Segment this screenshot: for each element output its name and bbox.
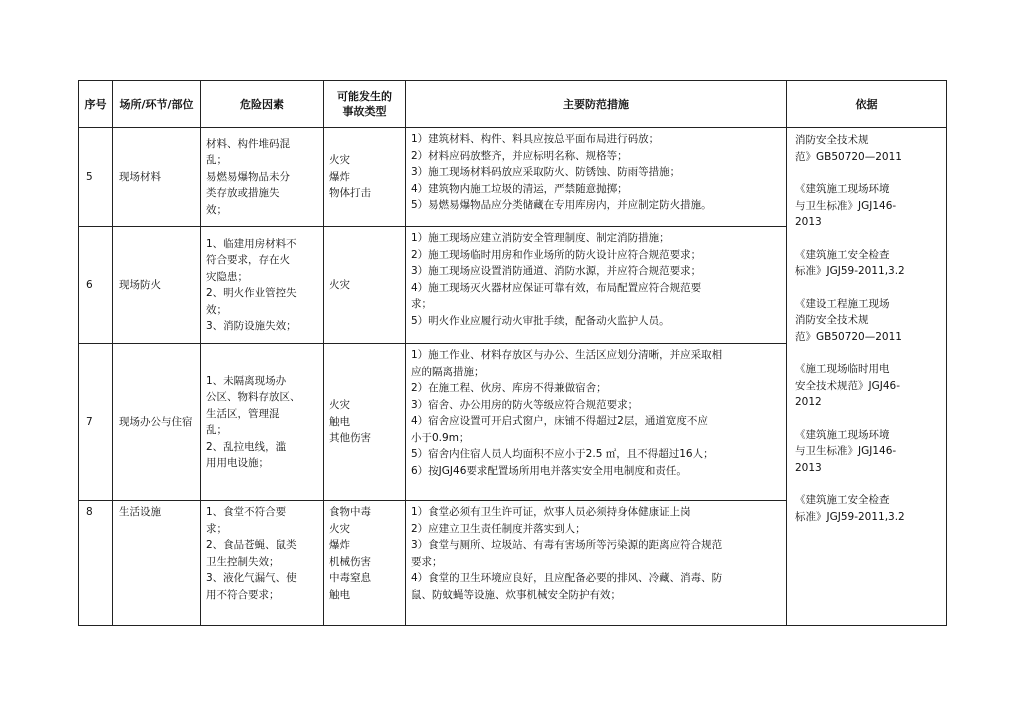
accident-type: 触电 [329, 415, 350, 428]
row-hazards [201, 501, 324, 626]
accident-type: 爆炸 [329, 170, 350, 183]
row-number: 6 [79, 227, 113, 344]
row-hazards [201, 128, 324, 227]
hazard-line: 3、液化气漏气、使 [206, 572, 297, 584]
row-accidents [324, 344, 406, 501]
measure-line: 1）建筑材料、构件、料具应按总平面布局进行码放； [411, 133, 660, 145]
row-measures [406, 128, 787, 227]
row-accidents [324, 501, 406, 626]
basis-line: 2013 [795, 461, 822, 474]
hazard-line: 乱； [206, 154, 227, 167]
measure-line: 小于0.9m； [411, 431, 470, 444]
hazard-line: 1、未隔离现场办 [206, 374, 287, 387]
hazard-line: 乱； [206, 424, 227, 436]
accident-type: 机械伤害 [329, 555, 371, 568]
measure-line: 要求； [411, 555, 443, 568]
hazard-line: 效； [206, 203, 227, 216]
accident-type: 物体打击 [329, 187, 371, 200]
table-row-5 [79, 128, 947, 227]
basis-line: 与卫生标准》JGJ146- [795, 445, 897, 457]
header-measures: 主要防范措施 [406, 81, 787, 128]
hazard-line: 2、明火作业管控失 [206, 287, 297, 299]
measure-line: 4）宿舍应设置可开启式窗户，床铺不得超过2层，通道宽度不应 [411, 415, 708, 427]
basis-reference [795, 427, 938, 477]
basis-line: 《建筑施工现场环境 [795, 428, 890, 441]
basis-reference [795, 361, 938, 411]
row-measures [406, 501, 787, 626]
basis-line: 《建筑施工现场环境 [795, 183, 890, 195]
row-number: 7 [79, 344, 113, 501]
basis-line: 范》GB50720—2011 [795, 150, 902, 163]
header-location: 场所/环节/部位 [113, 81, 201, 128]
measure-line: 应的隔离措施； [411, 365, 485, 378]
measure-line: 2）施工现场临时用房和作业场所的防火设计应符合规范要求； [411, 248, 702, 261]
hazard-line: 效； [206, 303, 227, 316]
measure-line: 6）按JGJ46要求配置场所用电并落实安全用电制度和责任。 [411, 464, 687, 477]
row-number: 5 [79, 128, 113, 227]
hazard-line: 3、消防设施失效； [206, 320, 297, 332]
accident-type: 中毒窒息 [329, 572, 371, 584]
row-location: 现场材料 [113, 128, 201, 227]
basis-line: 2013 [795, 216, 822, 228]
basis-line: 消防安全技术规 [795, 134, 869, 146]
measure-line: 1）食堂必须有卫生许可证，炊事人员必须持身体健康证上岗 [411, 506, 691, 518]
accident-type: 触电 [329, 588, 350, 601]
hazard-line: 材料、构件堆码混 [206, 137, 290, 150]
accident-type: 火灾 [329, 522, 350, 535]
measure-line: 1）施工作业、材料存放区与办公、生活区应划分清晰，并应采取相 [411, 349, 723, 361]
measure-line: 4）建筑物内施工垃圾的清运，严禁随意抛掷； [411, 182, 628, 195]
hazard-line: 符合要求，存在火 [206, 254, 290, 266]
basis-line: 《施工现场临时用电 [795, 363, 890, 375]
header-basis: 依据 [787, 81, 947, 128]
row-number: 8 [79, 501, 113, 626]
hazard-line: 2、乱拉电线，滥 [206, 440, 287, 453]
basis-line: 消防安全技术规 [795, 314, 869, 326]
basis-line: 范》GB50720—2011 [795, 330, 902, 343]
hazard-line: 灾隐患； [206, 270, 248, 283]
header-accidents [324, 81, 406, 128]
hazard-line: 生活区，管理混 [206, 407, 280, 420]
measure-line: 3）宿舍、办公用房的防火等级应符合规范要求； [411, 398, 639, 411]
basis-line: 《建筑施工安全检查 [795, 248, 890, 261]
header-no: 序号 [79, 81, 113, 128]
header-hazards: 危险因素 [201, 81, 324, 128]
hazard-line: 用用电设施； [206, 457, 269, 469]
basis-reference [795, 132, 938, 165]
measure-line: 5）易燃易爆物品应分类储藏在专用库房内，并应制定防火措施。 [411, 199, 712, 211]
hazard-line: 2、食品苍蝇、鼠类 [206, 539, 297, 551]
basis-reference [795, 492, 938, 525]
accident-type: 火灾 [329, 154, 350, 167]
hazard-line: 用不符合要求； [206, 588, 280, 601]
basis-line: 《建设工程施工现场 [795, 297, 890, 310]
accident-type: 其他伤害 [329, 432, 371, 445]
header-accidents-line2: 事故类型 [342, 105, 387, 118]
measure-line: 3）施工现场应设置消防通道、消防水源，并应符合规范要求； [411, 265, 702, 277]
accident-type: 食物中毒 [329, 506, 371, 518]
measure-line: 2）材料应码放整齐，并应标明名称、规格等； [411, 149, 628, 162]
row-accidents [324, 128, 406, 227]
basis-line: 与卫生标准》JGJ146- [795, 199, 897, 212]
basis-line: 标准》JGJ59-2011,3.2 [795, 265, 905, 277]
measure-line: 求； [411, 298, 432, 310]
hazard-line: 易燃易爆物品未分 [206, 170, 290, 183]
row-hazards [201, 227, 324, 344]
hazard-line: 1、食堂不符合要 [206, 506, 287, 518]
measure-line: 5）宿舍内住宿人员人均面积不应小于2.5 ㎡，且不得超过16人； [411, 448, 714, 460]
row-location: 现场防火 [113, 227, 201, 344]
hazard-line: 1、临建用房材料不 [206, 237, 297, 250]
measure-line: 2）在施工程、伙房、库房不得兼做宿舍； [411, 382, 607, 394]
row-accidents [324, 227, 406, 344]
basis-reference [795, 296, 938, 346]
hazard-table [78, 80, 947, 626]
accident-type: 爆炸 [329, 539, 350, 551]
measure-line: 3）食堂与厕所、垃圾站、有毒有害场所等污染源的距离应符合规范 [411, 539, 723, 551]
measure-line: 鼠、防蚊蝇等设施、炊事机械安全防护有效； [411, 588, 621, 601]
header-row [79, 81, 947, 128]
hazard-line: 公区、物料存放区、 [206, 391, 301, 403]
row-measures [406, 227, 787, 344]
hazard-line: 卫生控制失效； [206, 555, 280, 568]
row-location: 现场办公与住宿 [113, 344, 201, 501]
row-hazards [201, 344, 324, 501]
basis-line: 2012 [795, 396, 822, 408]
accident-type: 火灾 [329, 278, 350, 291]
hazard-line: 求； [206, 522, 227, 535]
measure-line: 1）施工现场应建立消防安全管理制度、制定消防措施； [411, 232, 670, 244]
basis-line: 安全技术规范》JGJ46- [795, 379, 900, 392]
basis-line: 标准》JGJ59-2011,3.2 [795, 510, 905, 523]
row-measures [406, 344, 787, 501]
basis-reference [795, 247, 938, 280]
basis-cell [787, 128, 947, 626]
measure-line: 5）明火作业应履行动火审批手续，配备动火监护人员。 [411, 314, 670, 327]
basis-reference [795, 181, 938, 231]
measure-line: 2）应建立卫生责任制度并落实到人； [411, 522, 586, 535]
accident-type: 火灾 [329, 399, 350, 412]
basis-line: 《建筑施工安全检查 [795, 494, 890, 506]
row-location: 生活设施 [113, 501, 201, 626]
measure-line: 4）施工现场灭火器材应保证可靠有效，布局配置应符合规范要 [411, 281, 702, 294]
measure-line: 4）食堂的卫生环境应良好，且应配备必要的排风、冷藏、消毒、防 [411, 572, 723, 584]
header-accidents-line1: 可能发生的 [337, 90, 392, 103]
measure-line: 3）施工现场材料码放应采取防火、防锈蚀、防雨等措施； [411, 166, 681, 178]
hazard-line: 类存放或措施失 [206, 187, 280, 200]
